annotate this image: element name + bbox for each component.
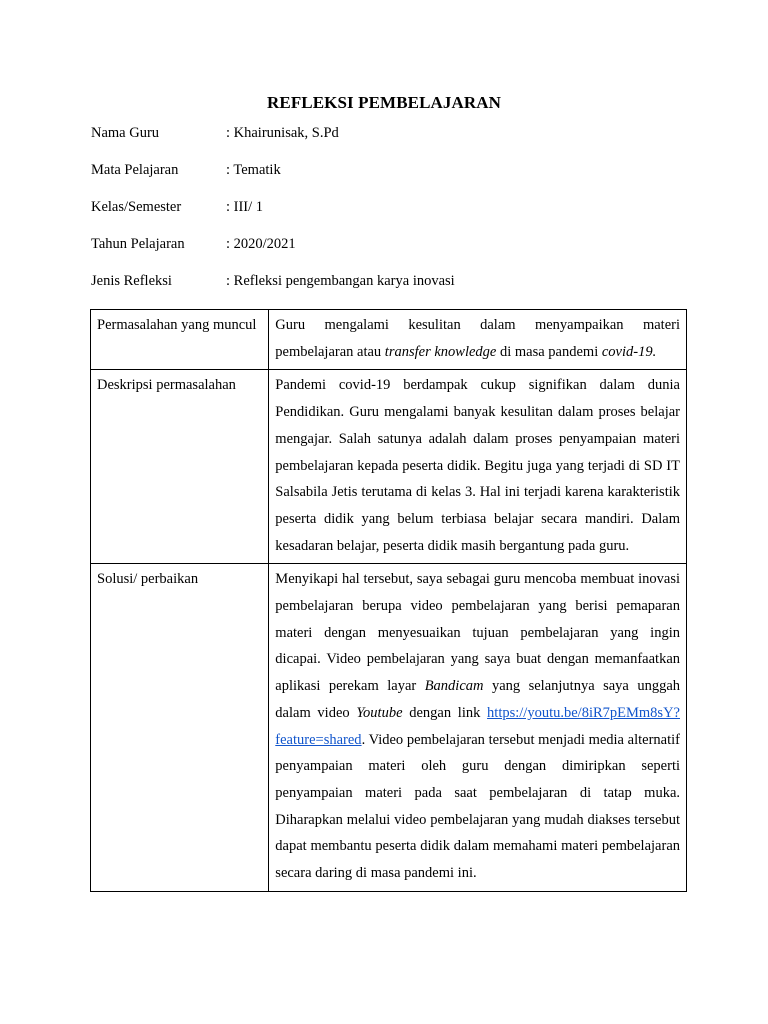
- row-text: Menyikapi hal tersebut, saya sebagai guru mencoba membuat inovasi pembelajaran berupa video pembelajaran yang berisi pemaparan materi dengan menyesuaikan tujuan pembelajaran yang ingin dicapai. Video pembelajaran yang saya buat dengan memanfaatkan aplikasi perekam layar: [275, 571, 680, 695]
- row-label: Solusi/ perbaikan: [97, 571, 199, 588]
- row-text: Pandemi covid-19 berdampak cukup signifikan dalam dunia Pendidikan. Guru mengalami banyak kesulitan dalam proses belajar mengajar. Salah satunya adalah dalam proses penyampaian materi pembelajaran kepada peserta didik. Begitu juga yang terjadi di SD IT Salsabila Jetis terutama di kelas 3. Hal ini terjadi karena karakteristik peserta didik yang belum terbiasa belajar secara mandiri. Dalam kesadaran belajar, peserta didik masih bergantung pada guru.: [275, 377, 680, 554]
- info-value: : 2020/2021: [226, 236, 296, 252]
- row-label-cell: [91, 564, 269, 891]
- row-content-cell: [269, 370, 687, 564]
- table-row: [91, 310, 687, 370]
- table-row: [91, 370, 687, 564]
- row-text: di masa pandemi: [496, 343, 602, 360]
- youtube-link[interactable]: https://youtu.be/8iR7pEMm8sY?feature=shared: [275, 704, 680, 748]
- info-value: : Khairunisak, S.Pd: [226, 125, 339, 141]
- row-content-cell: [269, 564, 687, 891]
- row-text-italic: covid-19.: [601, 343, 657, 360]
- row-text: Guru mengalami kesulitan dalam menyampaikan materi pembelajaran atau: [275, 317, 680, 360]
- row-label-cell: [91, 310, 269, 370]
- table-row: [91, 564, 687, 891]
- reflection-table: [90, 309, 687, 892]
- info-label: Jenis Refleksi: [91, 273, 172, 289]
- document-title: REFLEKSI PEMBELAJARAN: [267, 93, 501, 112]
- info-label: Mata Pelajaran: [91, 162, 179, 178]
- row-label-cell: [91, 370, 269, 564]
- info-label: Nama Guru: [91, 125, 160, 141]
- row-text: dengan link: [402, 704, 488, 721]
- info-value: : III/ 1: [226, 199, 264, 215]
- row-text: . Video pembelajaran tersebut menjadi media alternatif penyampaian materi oleh guru dengan dimiripkan seperti penyampaian materi pada saat pembelajaran di tatap muka. Diharapkan melalui video pembelajaran yang mudah diakses tersebut dapat membantu peserta didik dalam memahami materi pembelajaran secara daring di masa pandemi ini.: [275, 731, 680, 882]
- row-label: Deskripsi permasalahan: [97, 377, 236, 394]
- row-text: yang selanjutnya saya unggah dalam video: [275, 678, 681, 721]
- row-label: Permasalahan yang muncul: [97, 317, 257, 333]
- row-text-italic: transfer knowledge: [384, 343, 497, 360]
- info-label: Tahun Pelajaran: [91, 236, 185, 252]
- info-label: Kelas/Semester: [91, 199, 182, 215]
- row-text-italic: Youtube: [356, 704, 403, 721]
- info-value: : Tematik: [226, 162, 281, 178]
- info-value: : Refleksi pengembangan karya inovasi: [226, 273, 455, 289]
- row-content-cell: [269, 310, 687, 370]
- row-text-italic: Bandicam: [424, 678, 484, 695]
